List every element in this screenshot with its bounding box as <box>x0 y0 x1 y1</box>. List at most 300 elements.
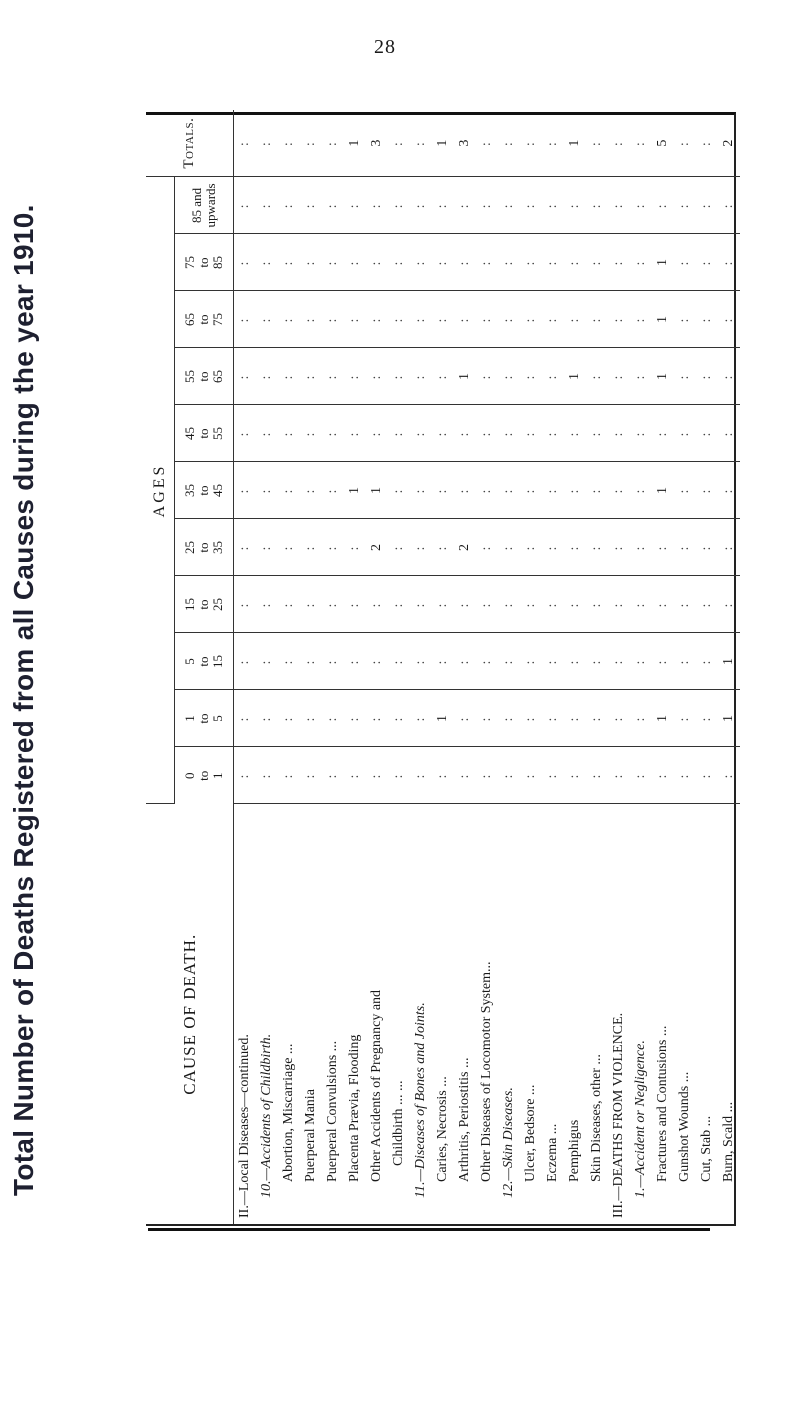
leader-dots: : <box>611 487 626 494</box>
leader-dots: : <box>633 658 648 665</box>
leader-dots: : <box>303 544 318 551</box>
table-row <box>630 110 652 1224</box>
age-count-cell <box>520 234 542 291</box>
cause-label: Other Accidents of Pregnancy and <box>369 989 384 1182</box>
age-count-cell <box>388 348 410 405</box>
header-age-group-line: to <box>196 542 211 553</box>
total-cell <box>476 110 498 177</box>
age-count-cell <box>674 234 696 291</box>
age-count-cell <box>366 690 388 747</box>
total-cell <box>608 110 630 177</box>
leader-dots: : <box>325 544 340 551</box>
leader-dots: : <box>677 601 692 608</box>
leader-dots: : <box>501 373 516 380</box>
leader-dots: : <box>479 772 494 779</box>
age-count-cell <box>366 633 388 690</box>
age-count-cell <box>300 234 322 291</box>
age-count-cell <box>608 633 630 690</box>
leader-dots: : <box>567 658 582 665</box>
header-age-group-line: 85 and <box>189 187 204 223</box>
leader-dots: : <box>721 601 736 608</box>
age-count-cell <box>300 177 322 234</box>
age-count-cell <box>520 405 542 462</box>
cause-heading: 11.—Diseases of Bones and Joints. <box>413 1002 428 1198</box>
age-count-cell <box>652 519 674 576</box>
leader-dots: : <box>501 544 516 551</box>
age-count-cell <box>388 576 410 633</box>
leader-dots: : <box>677 487 692 494</box>
cause-label: Caries, Necrosis ... <box>435 1076 450 1182</box>
cause-label: Skin Diseases, other ... <box>589 1054 604 1182</box>
age-count-cell <box>278 519 300 576</box>
age-count-cell <box>454 633 476 690</box>
age-count-cell <box>410 519 432 576</box>
header-age-group <box>175 234 234 291</box>
leader-dots: : <box>237 544 252 551</box>
header-age-group-line: to <box>196 371 211 382</box>
age-count-cell <box>388 633 410 690</box>
age-count-cell <box>630 462 652 519</box>
age-count-cell: 1 <box>652 348 674 405</box>
age-count-cell <box>388 690 410 747</box>
age-count-cell <box>630 234 652 291</box>
leader-dots: : <box>369 658 384 665</box>
leader-dots: : <box>721 772 736 779</box>
total-cell <box>542 110 564 177</box>
leader-dots: : <box>435 259 450 266</box>
age-count-cell <box>608 576 630 633</box>
leader-dots: : <box>479 715 494 722</box>
leader-dots: : <box>677 259 692 266</box>
leader-dots: : <box>259 373 274 380</box>
age-count-cell <box>696 690 718 747</box>
total-cell <box>674 110 696 177</box>
leader-dots: : <box>237 715 252 722</box>
total-cell <box>410 110 432 177</box>
leader-dots: : <box>369 316 384 323</box>
age-count-cell <box>278 747 300 804</box>
age-count-cell <box>674 747 696 804</box>
age-count-cell <box>432 747 454 804</box>
table-row <box>520 110 542 1224</box>
age-count-cell <box>366 291 388 348</box>
leader-dots: : <box>721 316 736 323</box>
leader-dots: : <box>281 316 296 323</box>
leader-dots: : <box>501 316 516 323</box>
header-age-group-line: upwards <box>203 183 218 228</box>
age-count-cell <box>388 519 410 576</box>
age-count-cell <box>718 747 740 804</box>
cause-label: Eczema ... <box>545 1123 560 1182</box>
age-count-cell <box>630 576 652 633</box>
leader-dots: : <box>545 373 560 380</box>
leader-dots: : <box>611 430 626 437</box>
age-count-cell <box>278 576 300 633</box>
total-cell <box>388 110 410 177</box>
age-count-cell <box>322 690 344 747</box>
header-age-group-line: to <box>196 428 211 439</box>
header-age-group-line: 65 <box>210 370 225 383</box>
leader-dots: : <box>721 544 736 551</box>
age-count-cell <box>630 747 652 804</box>
leader-dots: : <box>611 772 626 779</box>
table-bottom-rule <box>148 1228 710 1231</box>
age-count-cell <box>476 576 498 633</box>
age-count-cell <box>322 234 344 291</box>
cause-label: Burn, Scald ... <box>721 1101 736 1182</box>
leader-dots: : <box>545 259 560 266</box>
leader-dots: : <box>589 487 604 494</box>
leader-dots: : <box>303 259 318 266</box>
table-row <box>696 110 718 1224</box>
age-count-cell <box>388 405 410 462</box>
leader-dots: : <box>479 544 494 551</box>
header-age-group-line: 25 <box>182 541 197 554</box>
leader-dots: : <box>391 658 406 665</box>
leader-dots: : <box>655 430 670 437</box>
leader-dots: : <box>237 202 252 209</box>
age-count-cell <box>652 177 674 234</box>
age-count-cell <box>498 405 520 462</box>
age-count-cell <box>476 690 498 747</box>
leader-dots: : <box>523 544 538 551</box>
age-count-cell <box>322 576 344 633</box>
leader-dots: : <box>457 430 472 437</box>
age-count-cell: 1 <box>432 690 454 747</box>
header-age-group-line: 1 <box>210 772 225 779</box>
leader-dots: : <box>391 601 406 608</box>
age-count-cell <box>432 234 454 291</box>
cause-label: Arthritis, Periostitis ... <box>457 1057 472 1182</box>
age-count-cell <box>322 747 344 804</box>
age-count-cell <box>410 348 432 405</box>
table-row <box>300 110 322 1224</box>
header-age-group-line: 5 <box>182 658 197 665</box>
age-count-cell <box>476 348 498 405</box>
age-count-cell <box>234 462 257 519</box>
age-count-cell <box>300 576 322 633</box>
header-age-group-line: 25 <box>210 598 225 611</box>
age-count-cell <box>278 234 300 291</box>
age-count-cell <box>696 405 718 462</box>
age-count-cell <box>630 690 652 747</box>
age-count-cell <box>674 177 696 234</box>
leader-dots: : <box>501 772 516 779</box>
leader-dots: : <box>479 373 494 380</box>
leader-dots: : <box>523 715 538 722</box>
age-count-cell <box>476 747 498 804</box>
leader-dots: : <box>545 658 560 665</box>
age-count-cell <box>476 405 498 462</box>
leader-dots: : <box>413 658 428 665</box>
age-count-cell <box>498 462 520 519</box>
leader-dots: : <box>369 715 384 722</box>
age-count-cell <box>476 462 498 519</box>
total-cell: 2 <box>718 110 740 177</box>
age-count-cell <box>608 405 630 462</box>
leader-dots: : <box>567 202 582 209</box>
header-age-group-line: to <box>196 713 211 724</box>
age-count-cell <box>498 177 520 234</box>
leader-dots: : <box>325 316 340 323</box>
leader-dots: : <box>237 658 252 665</box>
leader-dots: : <box>369 259 384 266</box>
header-age-group <box>175 291 234 348</box>
header-age-group <box>175 177 234 234</box>
leader-dots: : <box>259 715 274 722</box>
leader-dots: : <box>391 140 406 147</box>
leader-dots: : <box>259 259 274 266</box>
leader-dots: : <box>501 259 516 266</box>
leader-dots: : <box>501 430 516 437</box>
age-count-cell <box>608 519 630 576</box>
age-count-cell <box>718 405 740 462</box>
leader-dots: : <box>391 772 406 779</box>
header-age-group-line: 55 <box>210 427 225 440</box>
age-count-cell <box>432 177 454 234</box>
leader-dots: : <box>281 544 296 551</box>
leader-dots: : <box>259 658 274 665</box>
cause-heading: 12.—Skin Diseases. <box>501 1087 516 1198</box>
age-count-cell <box>300 291 322 348</box>
table-row <box>410 110 432 1224</box>
leader-dots: : <box>699 316 714 323</box>
leader-dots: : <box>347 544 362 551</box>
age-count-cell <box>322 177 344 234</box>
table-title: Total Number of Deaths Registered from all Causes during the year 1910. <box>8 204 39 1196</box>
age-count-cell <box>322 462 344 519</box>
leader-dots: : <box>303 140 318 147</box>
header-age-group <box>175 633 234 690</box>
header-age-group-line: 15 <box>182 598 197 611</box>
leader-dots: : <box>545 772 560 779</box>
table-row <box>652 110 674 1224</box>
leader-dots: : <box>413 202 428 209</box>
leader-dots: : <box>479 202 494 209</box>
header-age-group-line: to <box>196 770 211 781</box>
leader-dots: : <box>347 259 362 266</box>
leader-dots: : <box>325 772 340 779</box>
age-count-cell <box>586 633 608 690</box>
leader-dots: : <box>369 202 384 209</box>
leader-dots: : <box>677 544 692 551</box>
table-row <box>366 110 388 1224</box>
age-count-cell <box>630 405 652 462</box>
cause-label: Pemphigus <box>567 1119 582 1182</box>
leader-dots: : <box>303 658 318 665</box>
leader-dots: : <box>281 487 296 494</box>
age-count-cell <box>234 348 257 405</box>
age-count-cell <box>432 633 454 690</box>
age-count-cell <box>432 405 454 462</box>
age-count-cell <box>564 177 586 234</box>
leader-dots: : <box>611 715 626 722</box>
total-cell <box>630 110 652 177</box>
age-count-cell <box>498 291 520 348</box>
age-count-cell: 1 <box>454 348 476 405</box>
leader-dots: : <box>589 601 604 608</box>
age-count-cell <box>454 747 476 804</box>
leader-dots: : <box>545 430 560 437</box>
age-count-cell <box>278 405 300 462</box>
leader-dots: : <box>325 487 340 494</box>
age-count-cell <box>674 633 696 690</box>
leader-dots: : <box>633 202 648 209</box>
age-count-cell <box>234 633 257 690</box>
age-count-cell <box>300 462 322 519</box>
leader-dots: : <box>391 373 406 380</box>
leader-dots: : <box>435 373 450 380</box>
leader-dots: : <box>237 430 252 437</box>
age-count-cell <box>630 291 652 348</box>
leader-dots: : <box>567 772 582 779</box>
leader-dots: : <box>303 316 318 323</box>
age-count-cell <box>630 177 652 234</box>
leader-dots: : <box>281 772 296 779</box>
leader-dots: : <box>303 487 318 494</box>
cause-label: Puerperal Mania <box>303 1089 318 1182</box>
age-count-cell <box>454 690 476 747</box>
age-count-cell <box>586 690 608 747</box>
age-count-cell <box>498 747 520 804</box>
leader-dots: : <box>347 601 362 608</box>
total-cell: 3 <box>366 110 388 177</box>
age-count-cell <box>300 690 322 747</box>
age-count-cell <box>520 177 542 234</box>
table-row <box>234 110 257 1224</box>
leader-dots: : <box>413 487 428 494</box>
total-cell: 1 <box>432 110 454 177</box>
leader-dots: : <box>589 259 604 266</box>
leader-dots: : <box>699 487 714 494</box>
leader-dots: : <box>567 544 582 551</box>
leader-dots: : <box>325 259 340 266</box>
leader-dots: : <box>655 772 670 779</box>
leader-dots: : <box>545 544 560 551</box>
age-count-cell <box>344 291 366 348</box>
leader-dots: : <box>281 601 296 608</box>
table-body <box>234 110 741 1224</box>
age-count-cell <box>344 405 366 462</box>
age-count-cell <box>256 348 278 405</box>
age-count-cell <box>586 519 608 576</box>
header-age-group-line: to <box>196 485 211 496</box>
age-count-cell <box>410 462 432 519</box>
age-count-cell <box>674 519 696 576</box>
cause-label: Puerperal Convulsions ... <box>325 1040 340 1182</box>
age-count-cell <box>542 462 564 519</box>
age-count-cell <box>454 291 476 348</box>
age-count-cell <box>432 291 454 348</box>
age-count-cell <box>432 519 454 576</box>
age-count-cell <box>410 234 432 291</box>
total-cell <box>300 110 322 177</box>
table-row <box>564 110 586 1224</box>
leader-dots: : <box>347 430 362 437</box>
leader-dots: : <box>545 715 560 722</box>
leader-dots: : <box>633 544 648 551</box>
mortality-table <box>146 110 740 1224</box>
leader-dots: : <box>655 658 670 665</box>
age-count-cell <box>366 405 388 462</box>
age-count-cell <box>498 690 520 747</box>
leader-dots: : <box>611 601 626 608</box>
leader-dots: : <box>413 601 428 608</box>
age-count-cell <box>696 462 718 519</box>
leader-dots: : <box>413 373 428 380</box>
age-count-cell <box>696 234 718 291</box>
table-row <box>432 110 454 1224</box>
age-count-cell <box>542 747 564 804</box>
leader-dots: : <box>347 658 362 665</box>
header-age-group <box>175 576 234 633</box>
age-count-cell <box>366 747 388 804</box>
age-count-cell <box>542 576 564 633</box>
age-count-cell <box>586 405 608 462</box>
cause-label: Childbirth ... ... <box>391 1080 406 1166</box>
age-count-cell: 1 <box>652 462 674 519</box>
age-count-cell <box>520 348 542 405</box>
leader-dots: : <box>611 658 626 665</box>
age-count-cell <box>652 633 674 690</box>
age-count-cell <box>718 234 740 291</box>
leader-dots: : <box>479 487 494 494</box>
leader-dots: : <box>523 601 538 608</box>
leader-dots: : <box>435 202 450 209</box>
age-count-cell <box>542 234 564 291</box>
header-age-group-line: to <box>196 656 211 667</box>
leader-dots: : <box>611 373 626 380</box>
leader-dots: : <box>721 259 736 266</box>
leader-dots: : <box>589 202 604 209</box>
total-cell <box>696 110 718 177</box>
leader-dots: : <box>325 601 340 608</box>
age-count-cell <box>674 462 696 519</box>
age-count-cell <box>520 462 542 519</box>
age-count-cell <box>278 633 300 690</box>
age-count-cell <box>322 348 344 405</box>
age-count-cell <box>454 234 476 291</box>
header-age-group <box>175 405 234 462</box>
age-count-cell <box>278 462 300 519</box>
cause-label: Ulcer, Bedsore ... <box>523 1084 538 1182</box>
age-count-cell <box>608 177 630 234</box>
leader-dots: : <box>457 658 472 665</box>
leader-dots: : <box>237 601 252 608</box>
age-count-cell <box>256 576 278 633</box>
age-count-cell <box>520 633 542 690</box>
age-count-cell <box>256 462 278 519</box>
table-row <box>498 110 520 1224</box>
age-count-cell <box>498 519 520 576</box>
leader-dots: : <box>457 601 472 608</box>
leader-dots: : <box>633 487 648 494</box>
age-count-cell <box>674 291 696 348</box>
age-count-cell <box>300 633 322 690</box>
leader-dots: : <box>457 259 472 266</box>
age-count-cell <box>432 348 454 405</box>
leader-dots: : <box>259 140 274 147</box>
age-count-cell <box>608 462 630 519</box>
mortality-table-frame <box>146 112 736 1226</box>
leader-dots: : <box>435 658 450 665</box>
cause-heading: 1.—Accident or Negligence. <box>633 1040 648 1198</box>
leader-dots: : <box>589 772 604 779</box>
cause-heading: 10.—Accidents of Childbirth. <box>259 1033 274 1198</box>
age-count-cell <box>388 291 410 348</box>
leader-dots: : <box>347 316 362 323</box>
total-cell: 5 <box>652 110 674 177</box>
